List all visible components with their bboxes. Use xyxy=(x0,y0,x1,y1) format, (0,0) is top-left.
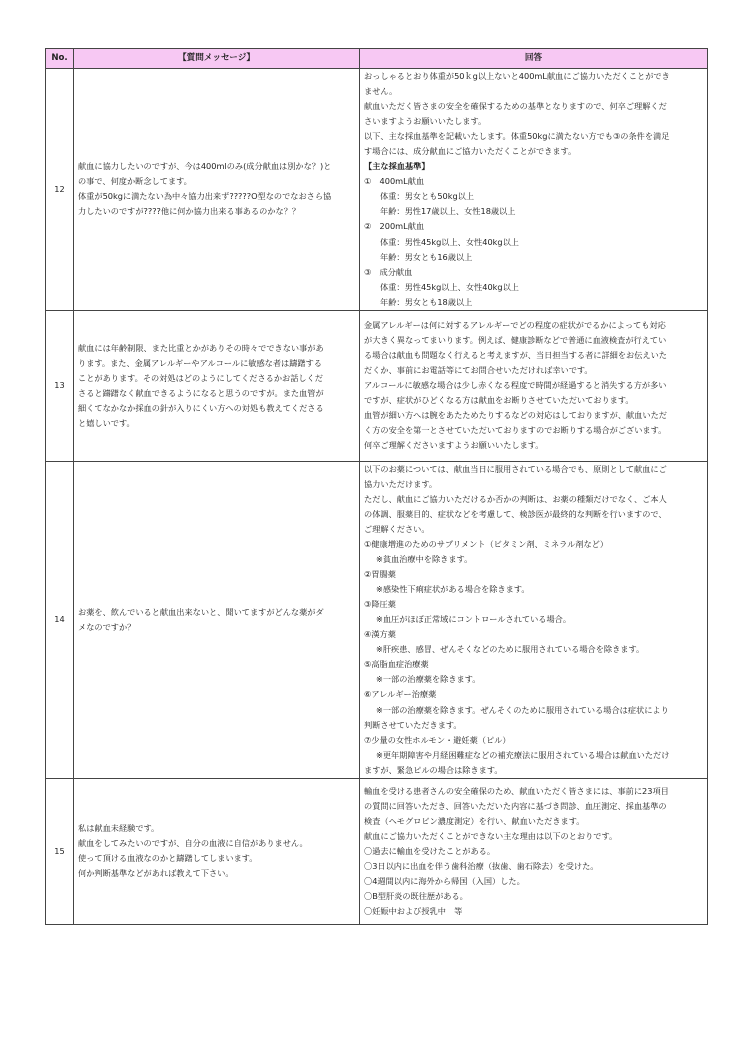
question-line: メなのですか？ xyxy=(78,621,136,632)
table-row xyxy=(46,69,708,311)
answer-note: ※貧血治療中を除きます。 xyxy=(376,554,473,565)
question-line: 使って頂ける血液なのかと躊躇してしまいます。 xyxy=(78,853,258,864)
answer-line: 〇過去に輸血を受けたことがある。 xyxy=(364,845,496,856)
answer-cell xyxy=(360,69,708,311)
answer-line: ⑦少量の女性ホルモン・避妊薬（ピル） xyxy=(364,734,511,745)
answer-line: ご理解ください。 xyxy=(364,523,430,534)
question-line: 私は献血未経験です。 xyxy=(78,823,160,834)
answer-note: ※一部の治療薬を除きます。 xyxy=(376,674,481,685)
answer-line: 何卒ご理解くださいますようお願いいたします。 xyxy=(364,440,544,451)
answer-section-heading: 【主な採血基準】 xyxy=(364,161,430,172)
answer-line: 体重：男性45kg以上、女性40kg以上 xyxy=(380,281,519,292)
question-line: 細くてなかなか採血の針が入りにくい方への対処も教えてくださる xyxy=(78,402,324,413)
answer-line: ② 200mL献血 xyxy=(364,221,425,232)
table-row xyxy=(46,461,708,778)
answer-cell xyxy=(360,461,708,778)
question-line: の事で、何度か断念してます。 xyxy=(78,176,192,187)
answer-line: 以下のお薬については、献血当日に服用されている場合でも、原則として献血にご xyxy=(364,463,667,474)
answer-line: ④漢方薬 xyxy=(364,629,396,640)
question-line: と嬉しいです。 xyxy=(78,417,135,428)
answer-line: 年齢：男女とも18歳以上 xyxy=(380,296,473,307)
answer-note: ※感染性下痢症状がある場合を除きます。 xyxy=(376,584,530,595)
answer-line: ①健康増進のためのサプリメント（ビタミン剤、ミネラル剤など） xyxy=(364,538,609,549)
answer-line: が大きく異なってまいります。例えば、健康診断などで普通に血液検査が行えてい xyxy=(364,335,667,346)
question-cell xyxy=(74,310,360,461)
answer-note: ※更年期障害や月経困難症などの補充療法に服用されている場合は献血いただけ xyxy=(376,749,670,760)
answer-line: だくか、事前にお電話等にてお問合せいただければ幸いです。 xyxy=(364,365,593,376)
question-line: ことがあります。その対処はどのようにしてくださるかお話しくだ xyxy=(78,372,323,383)
answer-line: ますが、緊急ピルの場合は除きます。 xyxy=(364,764,503,775)
question-line: お薬を、飲んでいると献血出来ないと、聞いてますがどんな薬がダ xyxy=(78,606,324,617)
question-line: 何か判断基準などがあれば教えて下さい。 xyxy=(78,868,234,879)
row-number: 13 xyxy=(46,310,74,461)
row-number: 15 xyxy=(46,778,74,924)
answer-note: ※肝疾患、感冒、ぜんそくなどのために服用されている場合を除きます。 xyxy=(376,644,645,655)
qa-table xyxy=(45,48,708,925)
header-no: No. xyxy=(46,49,74,69)
row-number: 14 xyxy=(46,461,74,778)
answer-line: ③ 成分献血 xyxy=(364,266,413,277)
answer-line: ⑥アレルギー治療薬 xyxy=(364,689,437,700)
answer-line: 以下、主な採血基準を記載いたします。体重50kgに満たない方でも③の条件を満足 xyxy=(364,131,670,142)
answer-line: 献血いただく皆さまの安全を確保するための基準となりますので、何卒ご理解くだ xyxy=(364,101,667,112)
table-row xyxy=(46,310,708,461)
answer-line: さいますようお願いいたします。 xyxy=(364,116,487,127)
answer-line: 年齢：男性17歳以上、女性18歳以上 xyxy=(380,206,516,217)
answer-line: の質問に回答いただき、回答いただいた内容に基づき問診、血圧測定、採血基準の xyxy=(364,800,667,811)
answer-note: ※血圧がほぼ正常域にコントロールされている場合。 xyxy=(376,614,572,625)
answer-line: 〇4週間以内に海外から帰国（入国）した。 xyxy=(364,875,525,886)
question-line: 献血には年齢制限、また比重とかがありその時々でできない事があ xyxy=(78,342,324,353)
question-cell xyxy=(74,461,360,778)
answer-note: ※一部の治療薬を除きます。ぜんそくのために服用されている場合は症状により xyxy=(376,704,669,715)
question-line: 献血に協力したいのですが、今は400mlのみ(成分献血は別かな？)と xyxy=(78,161,332,172)
answer-line: 〇妊娠中および授乳中 等 xyxy=(364,905,463,916)
answer-line: く方の安全を第一とさせていただいておりますのでお断りする場合がございます。 xyxy=(364,425,667,436)
answer-line: ません。 xyxy=(364,86,398,97)
answer-cell xyxy=(360,778,708,924)
answer-line: 〇B型肝炎の既往歴がある。 xyxy=(364,890,468,901)
header-answer: 回答 xyxy=(360,49,708,69)
answer-line: 年齢：男女とも16歳以上 xyxy=(380,251,473,262)
answer-line: ですが、症状がひどくなる方は献血をお断りさせていただいております。 xyxy=(364,395,634,406)
answer-line: ③降圧薬 xyxy=(364,599,396,610)
question-line: 献血をしてみたいのですが、自分の血液に自信がありません。 xyxy=(78,838,308,849)
question-line: さると躊躇なく献血できるようになると思うのですが。また血管が xyxy=(78,387,324,398)
question-line: ります。また、金属アレルギーやアルコールに敏感な者は躊躇する xyxy=(78,357,322,368)
table-header-row xyxy=(46,49,708,69)
answer-line: 血管が細い方へは腕をあたためたりするなどの対応はしておりますが、献血いただ xyxy=(364,410,667,421)
question-cell xyxy=(74,69,360,311)
answer-line: 検査（ヘモグロビン濃度測定）を行い、献血いただきます。 xyxy=(364,815,585,826)
answer-line: 体重：男性45kg以上、女性40kg以上 xyxy=(380,236,519,247)
answer-line: アルコールに敏感な場合は少し赤くなる程度で時間が経過すると消失する方が多い xyxy=(364,380,667,391)
table-row xyxy=(46,778,708,924)
row-number: 12 xyxy=(46,69,74,311)
question-line: 力したいのですが????他に何か協力出来る事あるのかな？？ xyxy=(78,206,301,217)
answer-line: の体調、服薬目的、症状などを考慮して、検診医が最終的な判断を行いますので、 xyxy=(364,508,667,519)
header-question: 【質問メッセージ】 xyxy=(74,49,360,69)
answer-line: ① 400mL献血 xyxy=(364,176,425,187)
answer-line: る場合は献血も問題なく行えると考えますが、当日担当する者に詳細をお伝えいた xyxy=(364,350,667,361)
answer-line: ②胃腸薬 xyxy=(364,569,396,580)
answer-line: おっしゃるとおり体重が50ｋg以上ないと400mL献血にご協力いただくことができ xyxy=(364,71,670,81)
answer-cell xyxy=(360,310,708,461)
answer-line: ⑤高脂血症治療薬 xyxy=(364,659,429,670)
answer-line: 〇3日以内に出血を伴う歯科治療（抜歯、歯石除去）を受けた。 xyxy=(364,860,599,871)
answer-line: 献血にご協力いただくことができない主な理由は以下のとおりです。 xyxy=(364,830,618,841)
answer-line: 金属アレルギーは何に対するアレルギーでどの程度の症状がでるかによっても対応 xyxy=(364,320,666,331)
answer-line: 輸血を受ける患者さんの安全確保のため、献血いただく皆さまには、事前に23項目 xyxy=(364,785,669,796)
answer-line: 判断させていただきます。 xyxy=(364,719,462,730)
question-line: 体重が50kgに満たない為中々協力出来ず?????O型なのでなおさら協 xyxy=(78,191,332,202)
answer-line: 体重：男女とも50kg以上 xyxy=(380,191,475,202)
question-cell xyxy=(74,778,360,924)
answer-line: す場合には、成分献血にご協力いただくことができます。 xyxy=(364,146,577,157)
answer-line: 協力いただけます。 xyxy=(364,478,438,489)
answer-line: ただし、献血にご協力いただけるか否かの判断は、お薬の種類だけでなく、ご本人 xyxy=(364,493,667,504)
